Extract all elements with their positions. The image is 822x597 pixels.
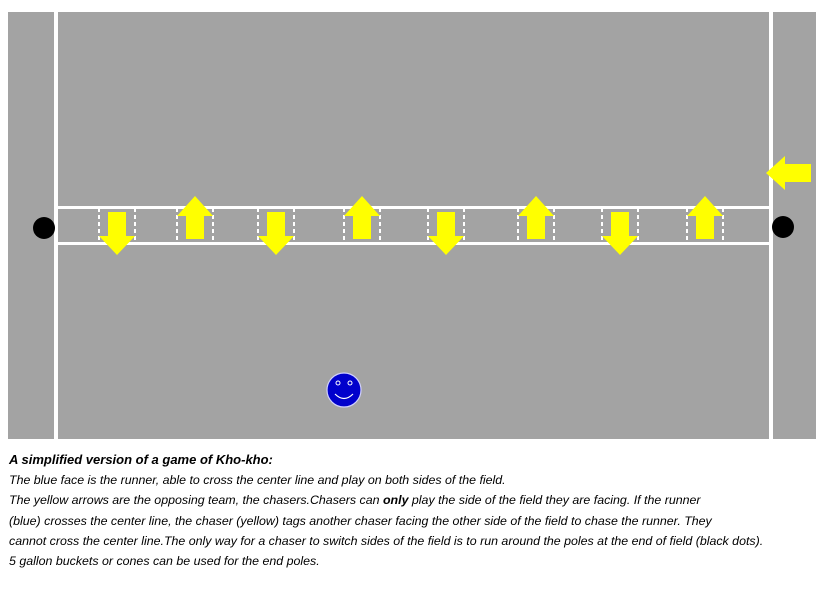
caption-line-2-start: The yellow arrows are the opposing team, the chasers.Chasers can — [9, 493, 383, 508]
caption-title: A simplified version of a game of Kho-kho: — [9, 452, 273, 467]
runner — [327, 373, 361, 407]
playing-field — [8, 12, 816, 439]
caption-emphasis: only — [382, 493, 409, 508]
center-lane-bottom-line — [58, 242, 769, 245]
caption-line-2-end: play the side of the field they are facing. If the runner — [408, 493, 701, 508]
left-end-pole — [33, 217, 55, 239]
caption-line-2 — [9, 490, 819, 510]
caption-line-4: cannot cross the center line.The only way for a chaser to switch sides of the field is to run around the poles at the end of field (black dots). — [9, 533, 764, 548]
kho-kho-field-diagram — [8, 12, 816, 439]
caption-line-3: (blue) crosses the center line, the chaser (yellow) tags another chaser facing the other side of the field to chase the runner. They — [9, 513, 712, 528]
smiley-face-icon — [327, 373, 361, 407]
right-end-pole — [772, 216, 794, 238]
center-lane-top-line — [58, 206, 769, 209]
figure-caption — [9, 450, 819, 571]
caption-line-5: 5 gallon buckets or cones can be used for the end poles. — [9, 554, 320, 569]
caption-line-1: The blue face is the runner, able to cross the center line and play on both sides of the field. — [9, 473, 506, 488]
